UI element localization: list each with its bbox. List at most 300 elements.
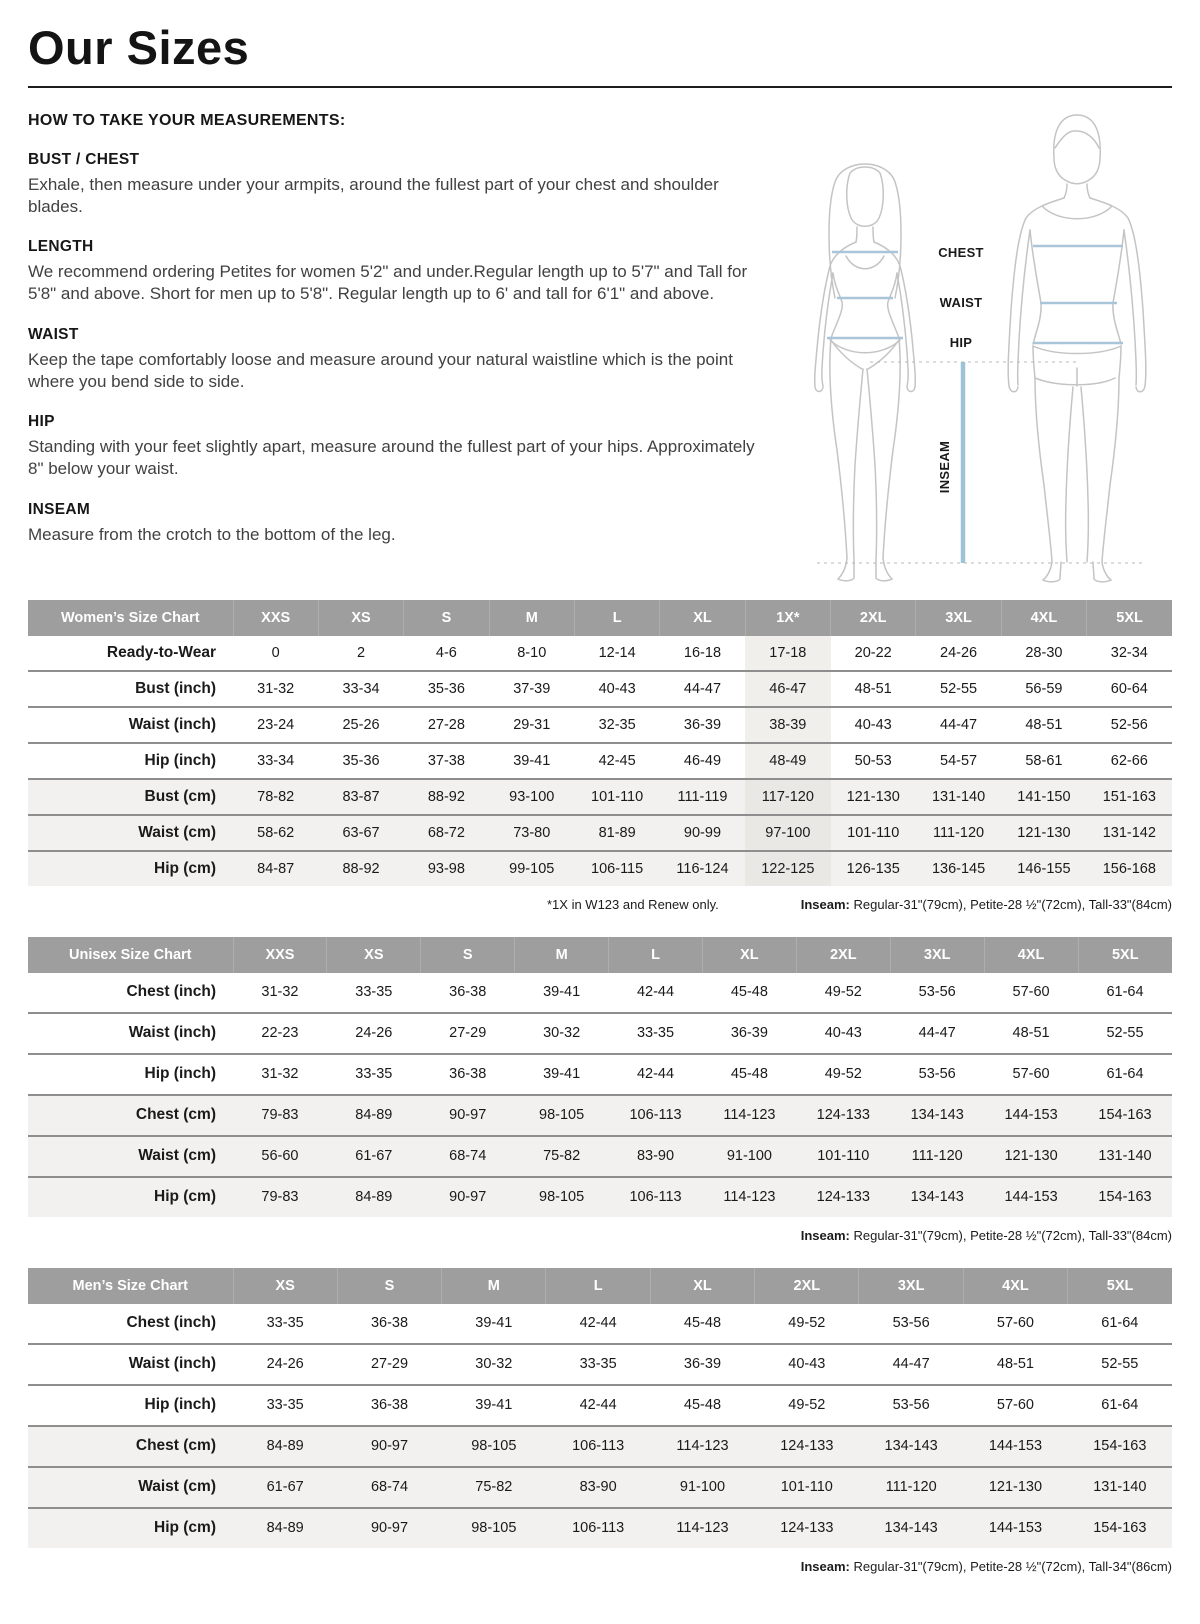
column-header: 4XL bbox=[984, 937, 1078, 973]
table-cell: 154-163 bbox=[1078, 1095, 1172, 1136]
table-title: Unisex Size Chart bbox=[28, 937, 233, 973]
footnote-inseam bbox=[801, 1559, 1172, 1574]
inseam-label: Inseam: bbox=[800, 1227, 850, 1243]
column-header: XS bbox=[233, 1268, 337, 1304]
body-measurement-illustration bbox=[770, 110, 1172, 592]
waist-label: WAIST bbox=[939, 294, 983, 310]
table-cell: 75-82 bbox=[442, 1467, 546, 1508]
row-label: Waist (inch) bbox=[128, 1024, 216, 1042]
table-cell: 134-143 bbox=[890, 1095, 984, 1136]
row-label: Chest (cm) bbox=[28, 1426, 233, 1467]
table-cell: 45-48 bbox=[683, 1315, 722, 1332]
section-title: LENGTH bbox=[28, 238, 94, 256]
table-cell: 42-44 bbox=[579, 1397, 617, 1414]
instruction-inseam bbox=[28, 501, 770, 546]
table-cell: 32-34 bbox=[1110, 644, 1148, 661]
table-cell: 98-105 bbox=[515, 1177, 609, 1217]
column-header: S bbox=[337, 1268, 441, 1304]
table-cell: 54-57 bbox=[940, 752, 978, 769]
table-cell: 33-35 bbox=[266, 1315, 304, 1332]
column-header: M bbox=[489, 600, 574, 636]
table-cell: 44-47 bbox=[683, 680, 722, 697]
table-cell: 124-133 bbox=[796, 1095, 890, 1136]
table-row bbox=[28, 1177, 1172, 1217]
table-cell: 8-10 bbox=[517, 644, 547, 661]
table-row bbox=[28, 1344, 1172, 1385]
table-cell: 81-89 bbox=[574, 815, 659, 851]
table-cell: 36-38 bbox=[370, 1315, 409, 1332]
table-row bbox=[28, 1136, 1172, 1177]
table-cell: 24-26 bbox=[940, 644, 978, 661]
section-body: Exhale, then measure under your armpits, around the fullest part of your chest and shoulder blades. bbox=[28, 174, 719, 216]
table-title: Men’s Size Chart bbox=[28, 1268, 233, 1304]
table-cell: 61-64 bbox=[1101, 1315, 1139, 1332]
table-cell: 83-87 bbox=[318, 779, 403, 815]
row-label: Hip (inch) bbox=[144, 1065, 216, 1083]
column-header: L bbox=[546, 1268, 650, 1304]
table-cell: 141-150 bbox=[1001, 779, 1086, 815]
table-cell: 40-43 bbox=[598, 680, 636, 697]
table-cell: 106-113 bbox=[546, 1426, 650, 1467]
table-row bbox=[28, 1095, 1172, 1136]
table-cell: 28-30 bbox=[1025, 644, 1063, 661]
table-cell: 121-130 bbox=[831, 779, 916, 815]
table-cell: 131-142 bbox=[1087, 815, 1172, 851]
table-cell: 22-23 bbox=[261, 1025, 299, 1042]
table-cell: 33-34 bbox=[257, 752, 295, 769]
table-cell: 39-41 bbox=[513, 752, 551, 769]
table-cell: 42-44 bbox=[636, 984, 675, 1001]
table-cell: 134-143 bbox=[859, 1508, 963, 1548]
hip-label: HIP bbox=[949, 334, 973, 350]
how-to-heading: HOW TO TAKE YOUR MEASUREMENTS: bbox=[28, 111, 346, 129]
row-label: Chest (cm) bbox=[28, 1095, 233, 1136]
table-cell: 83-90 bbox=[609, 1136, 703, 1177]
table-title: Women’s Size Chart bbox=[28, 600, 233, 636]
table-cell: 93-98 bbox=[404, 851, 489, 886]
table-cell: 131-140 bbox=[916, 779, 1001, 815]
table-cell: 68-72 bbox=[404, 815, 489, 851]
table-cell: 37-38 bbox=[427, 752, 465, 769]
table-cell: 84-89 bbox=[327, 1177, 421, 1217]
table-cell: 27-29 bbox=[449, 1025, 487, 1042]
table-cell: 122-125 bbox=[745, 851, 830, 886]
column-header: 4XL bbox=[1001, 600, 1086, 636]
table-cell: 33-35 bbox=[355, 1066, 393, 1083]
column-header: XXS bbox=[233, 600, 318, 636]
table-cell: 52-55 bbox=[940, 680, 978, 697]
table-cell: 61-67 bbox=[327, 1136, 421, 1177]
column-header: L bbox=[574, 600, 659, 636]
table-cell: 114-123 bbox=[702, 1095, 796, 1136]
table-cell: 49-52 bbox=[788, 1315, 826, 1332]
column-header: XXS bbox=[233, 937, 327, 973]
table-cell: 45-48 bbox=[730, 1066, 768, 1083]
table-cell: 4-6 bbox=[435, 644, 457, 661]
women-chart-footnote bbox=[28, 897, 1172, 912]
table-cell: 45-48 bbox=[683, 1397, 722, 1414]
inseam-values: Regular-31"(79cm), Petite-28 ½"(72cm), Tall-34"(86cm) bbox=[849, 1558, 1172, 1574]
table-cell: 2 bbox=[357, 644, 366, 661]
instruction-bust-chest bbox=[28, 151, 770, 218]
footnote-inseam bbox=[801, 897, 1172, 912]
table-cell: 39-41 bbox=[543, 1066, 581, 1083]
column-header: XL bbox=[650, 1268, 754, 1304]
table-row bbox=[28, 1013, 1172, 1054]
table-cell: 151-163 bbox=[1087, 779, 1172, 815]
table-cell: 98-105 bbox=[515, 1095, 609, 1136]
table-cell: 30-32 bbox=[475, 1356, 513, 1373]
table-cell: 36-38 bbox=[449, 1066, 487, 1083]
table-cell: 40-43 bbox=[788, 1356, 826, 1373]
table-cell: 116-124 bbox=[660, 851, 745, 886]
table-cell: 27-29 bbox=[370, 1356, 409, 1373]
table-cell: 57-60 bbox=[1012, 984, 1050, 1001]
table-cell: 42-44 bbox=[579, 1315, 617, 1332]
table-cell: 111-120 bbox=[890, 1136, 984, 1177]
women-table bbox=[28, 600, 1172, 886]
table-cell: 52-56 bbox=[1110, 716, 1148, 733]
table-cell: 97-100 bbox=[745, 815, 830, 851]
table-row bbox=[28, 707, 1172, 743]
table-cell: 90-97 bbox=[421, 1095, 515, 1136]
table-cell: 35-36 bbox=[342, 752, 380, 769]
column-header: 3XL bbox=[859, 1268, 963, 1304]
table-cell: 33-35 bbox=[355, 984, 393, 1001]
table-cell: 52-55 bbox=[1101, 1356, 1139, 1373]
footnote-inseam bbox=[801, 1228, 1172, 1243]
column-header: S bbox=[404, 600, 489, 636]
table-cell: 98-105 bbox=[442, 1426, 546, 1467]
table-cell: 48-51 bbox=[996, 1356, 1034, 1373]
row-label: Hip (inch) bbox=[144, 751, 216, 769]
table-cell: 131-140 bbox=[1078, 1136, 1172, 1177]
table-cell: 63-67 bbox=[318, 815, 403, 851]
table-cell: 25-26 bbox=[342, 716, 380, 733]
table-cell: 154-163 bbox=[1078, 1177, 1172, 1217]
table-cell: 57-60 bbox=[996, 1397, 1034, 1414]
table-cell: 106-113 bbox=[609, 1177, 703, 1217]
table-cell: 124-133 bbox=[796, 1177, 890, 1217]
table-cell: 52-55 bbox=[1106, 1025, 1144, 1042]
table-cell: 46-47 bbox=[745, 671, 830, 707]
table-cell: 40-43 bbox=[854, 716, 892, 733]
row-label: Chest (inch) bbox=[126, 1314, 216, 1332]
row-label: Hip (cm) bbox=[28, 1177, 233, 1217]
table-cell: 57-60 bbox=[1012, 1066, 1050, 1083]
row-label: Waist (inch) bbox=[128, 715, 216, 733]
table-cell: 134-143 bbox=[890, 1177, 984, 1217]
instructions-column bbox=[28, 108, 770, 592]
section-title: WAIST bbox=[28, 325, 79, 343]
table-cell: 78-82 bbox=[233, 779, 318, 815]
table-cell: 73-80 bbox=[489, 815, 574, 851]
table-cell: 53-56 bbox=[918, 1066, 956, 1083]
table-cell: 68-74 bbox=[337, 1467, 441, 1508]
table-cell: 121-130 bbox=[984, 1136, 1078, 1177]
table-cell: 48-49 bbox=[745, 743, 830, 779]
table-cell: 144-153 bbox=[963, 1426, 1067, 1467]
chest-label: CHEST bbox=[938, 244, 984, 260]
row-label: Chest (inch) bbox=[126, 983, 216, 1001]
table-cell: 46-49 bbox=[683, 752, 722, 769]
men-chart-footnote bbox=[28, 1559, 1172, 1574]
table-row bbox=[28, 815, 1172, 851]
column-header: XL bbox=[660, 600, 745, 636]
column-header: 2XL bbox=[755, 1268, 859, 1304]
title-divider bbox=[28, 86, 1172, 88]
table-cell: 79-83 bbox=[233, 1177, 327, 1217]
table-cell: 61-64 bbox=[1106, 1066, 1144, 1083]
table-row bbox=[28, 636, 1172, 671]
table-cell: 53-56 bbox=[892, 1315, 930, 1332]
table-cell: 144-153 bbox=[984, 1095, 1078, 1136]
table-cell: 36-38 bbox=[449, 984, 487, 1001]
table-cell: 40-43 bbox=[824, 1025, 862, 1042]
table-cell: 56-60 bbox=[233, 1136, 327, 1177]
section-body: Standing with your feet slightly apart, measure around the fullest part of your hips. Approximately 8" below your waist. bbox=[28, 437, 755, 479]
table-row bbox=[28, 779, 1172, 815]
table-cell: 57-60 bbox=[996, 1315, 1034, 1332]
table-row bbox=[28, 973, 1172, 1013]
table-cell: 134-143 bbox=[859, 1426, 963, 1467]
column-header: 1X* bbox=[745, 600, 830, 636]
table-cell: 90-97 bbox=[421, 1177, 515, 1217]
table-cell: 84-89 bbox=[233, 1508, 337, 1548]
column-header: 2XL bbox=[831, 600, 916, 636]
table-cell: 61-64 bbox=[1106, 984, 1144, 1001]
table-cell: 33-35 bbox=[579, 1356, 617, 1373]
table-row bbox=[28, 851, 1172, 886]
table-cell: 91-100 bbox=[650, 1467, 754, 1508]
table-cell: 58-61 bbox=[1025, 752, 1063, 769]
table-cell: 0 bbox=[271, 644, 280, 661]
table-cell: 50-53 bbox=[854, 752, 892, 769]
table-cell: 29-31 bbox=[513, 716, 551, 733]
table-row bbox=[28, 1426, 1172, 1467]
table-cell: 44-47 bbox=[892, 1356, 930, 1373]
table-cell: 35-36 bbox=[427, 680, 465, 697]
row-label: Waist (cm) bbox=[28, 815, 233, 851]
table-cell: 83-90 bbox=[546, 1467, 650, 1508]
men-table bbox=[28, 1268, 1172, 1548]
unisex-chart-footnote bbox=[28, 1228, 1172, 1243]
inseam-label: INSEAM bbox=[937, 440, 952, 494]
table-cell: 88-92 bbox=[404, 779, 489, 815]
table-cell: 90-97 bbox=[337, 1508, 441, 1548]
table-cell: 84-89 bbox=[327, 1095, 421, 1136]
table-cell: 49-52 bbox=[824, 984, 862, 1001]
column-header: XL bbox=[702, 937, 796, 973]
table-cell: 106-115 bbox=[574, 851, 659, 886]
table-row bbox=[28, 1467, 1172, 1508]
row-label: Waist (cm) bbox=[28, 1467, 233, 1508]
table-cell: 101-110 bbox=[796, 1136, 890, 1177]
column-header: M bbox=[442, 1268, 546, 1304]
row-label: Waist (inch) bbox=[128, 1355, 216, 1373]
column-header: XS bbox=[318, 600, 403, 636]
section-title: INSEAM bbox=[28, 500, 91, 518]
row-label: Hip (cm) bbox=[28, 1508, 233, 1548]
unisex-size-chart bbox=[28, 937, 1172, 1217]
instruction-length bbox=[28, 238, 770, 305]
row-label: Hip (inch) bbox=[144, 1396, 216, 1414]
table-cell: 12-14 bbox=[598, 644, 636, 661]
section-body: We recommend ordering Petites for women 5'2" and under.Regular length up to 5'7" and Tall for 5'8" and above. Short for men up to 5'8". Regular length up to 6' and tall for 6'1" and above. bbox=[28, 262, 748, 304]
table-cell: 88-92 bbox=[318, 851, 403, 886]
table-row bbox=[28, 1385, 1172, 1426]
table-cell: 48-51 bbox=[1025, 716, 1063, 733]
row-label: Ready-to-Wear bbox=[106, 643, 216, 661]
row-label: Bust (inch) bbox=[135, 679, 216, 697]
table-cell: 111-119 bbox=[660, 779, 745, 815]
table-cell: 42-44 bbox=[636, 1066, 675, 1083]
table-cell: 91-100 bbox=[702, 1136, 796, 1177]
table-row bbox=[28, 1304, 1172, 1344]
table-cell: 136-145 bbox=[916, 851, 1001, 886]
table-cell: 106-113 bbox=[546, 1508, 650, 1548]
table-cell: 58-62 bbox=[233, 815, 318, 851]
size-guide-page bbox=[0, 21, 1200, 1574]
table-row bbox=[28, 671, 1172, 707]
row-label: Bust (cm) bbox=[28, 779, 233, 815]
section-body: Measure from the crotch to the bottom of the leg. bbox=[28, 524, 396, 544]
table-cell: 61-64 bbox=[1101, 1397, 1139, 1414]
unisex-table bbox=[28, 937, 1172, 1217]
table-cell: 56-59 bbox=[1025, 680, 1063, 697]
table-cell: 39-41 bbox=[543, 984, 581, 1001]
instruction-waist bbox=[28, 326, 770, 393]
table-header-row bbox=[28, 600, 1172, 636]
men-size-chart bbox=[28, 1268, 1172, 1548]
column-header: 3XL bbox=[890, 937, 984, 973]
table-cell: 131-140 bbox=[1068, 1467, 1172, 1508]
table-cell: 126-135 bbox=[831, 851, 916, 886]
table-cell: 30-32 bbox=[543, 1025, 581, 1042]
table-cell: 154-163 bbox=[1068, 1508, 1172, 1548]
table-cell: 36-39 bbox=[683, 716, 722, 733]
table-cell: 53-56 bbox=[918, 984, 956, 1001]
table-cell: 20-22 bbox=[854, 644, 892, 661]
footnote-1x-note: *1X in W123 and Renew only. bbox=[547, 896, 719, 912]
table-cell: 106-113 bbox=[609, 1095, 703, 1136]
table-cell: 68-74 bbox=[421, 1136, 515, 1177]
table-cell: 114-123 bbox=[702, 1177, 796, 1217]
column-header: 5XL bbox=[1078, 937, 1172, 973]
table-cell: 101-110 bbox=[755, 1467, 859, 1508]
table-cell: 53-56 bbox=[892, 1397, 930, 1414]
table-header-row bbox=[28, 1268, 1172, 1304]
table-cell: 144-153 bbox=[963, 1508, 1067, 1548]
table-cell: 101-110 bbox=[831, 815, 916, 851]
column-header: S bbox=[421, 937, 515, 973]
table-cell: 114-123 bbox=[650, 1426, 754, 1467]
table-cell: 101-110 bbox=[574, 779, 659, 815]
table-header-row bbox=[28, 937, 1172, 973]
row-label: Waist (cm) bbox=[28, 1136, 233, 1177]
column-header: 4XL bbox=[963, 1268, 1067, 1304]
table-cell: 93-100 bbox=[489, 779, 574, 815]
table-cell: 124-133 bbox=[755, 1508, 859, 1548]
table-cell: 75-82 bbox=[515, 1136, 609, 1177]
column-header: M bbox=[515, 937, 609, 973]
table-cell: 90-97 bbox=[337, 1426, 441, 1467]
measurement-instructions-section bbox=[28, 108, 1172, 592]
table-cell: 154-163 bbox=[1068, 1426, 1172, 1467]
table-cell: 32-35 bbox=[598, 716, 636, 733]
table-cell: 79-83 bbox=[233, 1095, 327, 1136]
row-label: Hip (cm) bbox=[28, 851, 233, 886]
table-cell: 62-66 bbox=[1110, 752, 1148, 769]
table-cell: 146-155 bbox=[1001, 851, 1086, 886]
table-cell: 39-41 bbox=[475, 1397, 513, 1414]
woman-figure bbox=[815, 164, 916, 581]
table-cell: 39-41 bbox=[475, 1315, 513, 1332]
inseam-guide-dashes bbox=[817, 362, 1143, 563]
man-figure bbox=[1008, 115, 1146, 582]
column-header: 2XL bbox=[796, 937, 890, 973]
table-cell: 117-120 bbox=[745, 779, 830, 815]
table-cell: 114-123 bbox=[650, 1508, 754, 1548]
table-cell: 27-28 bbox=[427, 716, 465, 733]
table-row bbox=[28, 1508, 1172, 1548]
column-header: 3XL bbox=[916, 600, 1001, 636]
table-cell: 49-52 bbox=[824, 1066, 862, 1083]
table-cell: 44-47 bbox=[940, 716, 978, 733]
table-cell: 33-34 bbox=[342, 680, 380, 697]
inseam-label: Inseam: bbox=[800, 896, 850, 912]
table-cell: 99-105 bbox=[489, 851, 574, 886]
table-cell: 48-51 bbox=[1012, 1025, 1050, 1042]
section-body: Keep the tape comfortably loose and measure around your natural waistline which is the point where you bend side to side. bbox=[28, 349, 733, 391]
table-cell: 42-45 bbox=[598, 752, 636, 769]
table-cell: 84-87 bbox=[233, 851, 318, 886]
column-header: 5XL bbox=[1087, 600, 1172, 636]
table-cell: 31-32 bbox=[257, 680, 295, 697]
table-cell: 44-47 bbox=[918, 1025, 956, 1042]
table-cell: 124-133 bbox=[755, 1426, 859, 1467]
table-cell: 16-18 bbox=[683, 644, 722, 661]
women-size-chart bbox=[28, 600, 1172, 886]
table-cell: 24-26 bbox=[266, 1356, 304, 1373]
table-cell: 111-120 bbox=[859, 1467, 963, 1508]
table-cell: 156-168 bbox=[1087, 851, 1172, 886]
table-cell: 90-99 bbox=[660, 815, 745, 851]
table-cell: 144-153 bbox=[984, 1177, 1078, 1217]
table-cell: 98-105 bbox=[442, 1508, 546, 1548]
column-header: XS bbox=[327, 937, 421, 973]
table-cell: 31-32 bbox=[261, 1066, 299, 1083]
table-cell: 33-35 bbox=[636, 1025, 675, 1042]
table-cell: 33-35 bbox=[266, 1397, 304, 1414]
table-cell: 61-67 bbox=[233, 1467, 337, 1508]
table-row bbox=[28, 743, 1172, 779]
table-cell: 111-120 bbox=[916, 815, 1001, 851]
table-cell: 60-64 bbox=[1110, 680, 1148, 697]
table-cell: 36-38 bbox=[370, 1397, 409, 1414]
table-cell: 24-26 bbox=[355, 1025, 393, 1042]
table-cell: 31-32 bbox=[261, 984, 299, 1001]
inseam-label: Inseam: bbox=[800, 1558, 850, 1574]
inseam-values: Regular-31"(79cm), Petite-28 ½"(72cm), Tall-33"(84cm) bbox=[849, 896, 1172, 912]
table-cell: 36-39 bbox=[730, 1025, 768, 1042]
table-cell: 37-39 bbox=[513, 680, 551, 697]
instruction-hip bbox=[28, 413, 770, 480]
table-cell: 84-89 bbox=[233, 1426, 337, 1467]
column-header: 5XL bbox=[1068, 1268, 1172, 1304]
table-cell: 48-51 bbox=[854, 680, 892, 697]
table-cell: 23-24 bbox=[257, 716, 295, 733]
